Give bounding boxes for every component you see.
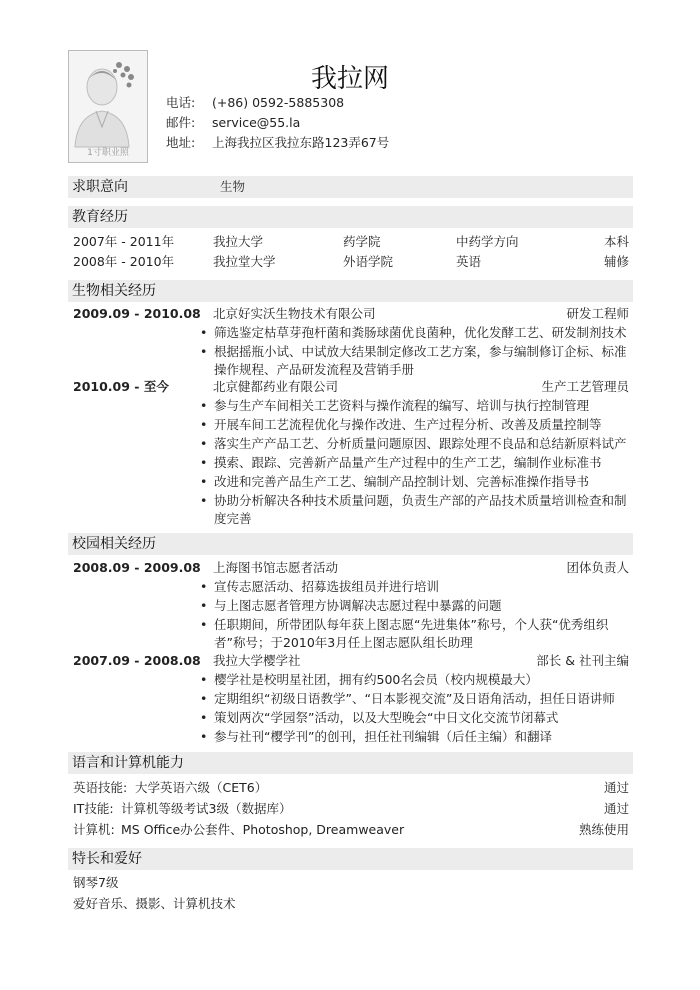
list-item: • 筛选鉴定枯草芽孢杆菌和粪肠球菌优良菌种，优化发酵工艺、研发制剂技术 <box>200 324 628 342</box>
list-item: • 参与社刊“樱学刊”的创刊，担任社刊编辑（后任主编）和翻译 <box>200 728 628 746</box>
edu-degree: 本科 <box>603 234 629 249</box>
contact-email <box>166 113 300 133</box>
list-item: • 樱学社是校明星社团，拥有约500名会员（校内规模最大） <box>200 671 628 689</box>
job-period: 2010.09 - 至今 <box>73 379 169 394</box>
list-item: • 落实生产产品工艺、分析质量问题原因、跟踪处理不良品和总结新原料试产 <box>200 435 628 453</box>
address-label: 地址: <box>166 135 196 150</box>
email-label: 邮件: <box>166 115 196 130</box>
skill-value: MS Office办公套件、Photoshop, Dreamweaver <box>121 822 405 837</box>
list-item: • 摸索、跟踪、完善新产品量产生产过程中的生产工艺，编制作业标准书 <box>200 454 628 472</box>
edu-period: 2007年 - 2011年 <box>73 234 175 249</box>
skill-row <box>73 821 629 839</box>
page-title: 我拉网 <box>310 64 389 94</box>
edu-college: 药学院 <box>343 234 381 249</box>
job-org: 北京好实沃生物技术有限公司 <box>213 306 376 321</box>
list-item: • 改进和完善产品生产工艺、编制产品控制计划、完善标准操作指导书 <box>200 473 628 491</box>
edu-major: 中药学方向 <box>456 234 519 249</box>
job-period: 2009.09 - 2010.08 <box>73 306 201 321</box>
job-role: 部长 & 社刊主编 <box>536 653 629 668</box>
contact-address <box>166 133 389 153</box>
section-hobbies: 特长和爱好 <box>68 848 633 870</box>
list-item: • 参与生产车间相关工艺资料与操作流程的编写、培训与执行控制管理 <box>200 397 628 415</box>
address-value: 上海我拉区我拉东路123弄67号 <box>212 135 390 150</box>
list-item: • 与上图志愿者管理方协调解决志愿过程中暴露的问题 <box>200 597 628 615</box>
skill-level: 通过 <box>603 801 629 816</box>
education-row <box>73 233 629 251</box>
job-header <box>73 305 629 323</box>
edu-school: 我拉堂大学 <box>213 254 276 269</box>
job-role: 团体负责人 <box>566 560 629 575</box>
job-header <box>73 652 629 670</box>
section-title: 求职意向 <box>72 179 128 195</box>
job-period: 2008.09 - 2009.08 <box>73 560 201 575</box>
job-org: 北京健都药业有限公司 <box>213 379 339 394</box>
list-item: • 开展车间工艺流程优化与操作改进、生产过程分析、改善及质量控制等 <box>200 416 628 434</box>
phone-value: (+86) 0592-5885308 <box>212 95 345 110</box>
edu-school: 我拉大学 <box>213 234 264 249</box>
objective-value: 生物 <box>220 179 246 194</box>
section-objective <box>68 176 633 198</box>
education-row <box>73 253 629 271</box>
phone-label: 电话: <box>166 95 196 110</box>
job-role: 研发工程师 <box>566 306 629 321</box>
edu-college: 外语学院 <box>343 254 394 269</box>
contact-phone <box>166 93 344 113</box>
list-item: • 定期组织“初级日语教学”、“日本影视交流”及日语角活动，担任日语讲师 <box>200 690 628 708</box>
edu-period: 2008年 - 2010年 <box>73 254 175 269</box>
section-skills: 语言和计算机能力 <box>68 752 633 774</box>
skill-label: 计算机: <box>73 822 115 837</box>
job-org: 我拉大学樱学社 <box>213 653 301 668</box>
list-item: • 协助分析解决各种技术质量问题，负责生产部的产品技术质量培训检查和制度完善 <box>200 492 628 528</box>
skill-value: 大学英语六级（CET6） <box>135 780 268 795</box>
skill-label: IT技能: <box>73 801 114 816</box>
skill-row <box>73 800 629 818</box>
job-duties <box>200 671 628 747</box>
hobby-item: 爱好音乐、摄影、计算机技术 <box>73 896 236 911</box>
job-role: 生产工艺管理员 <box>541 379 629 394</box>
skill-label: 英语技能: <box>73 780 128 795</box>
job-header <box>73 559 629 577</box>
job-duties <box>200 397 628 529</box>
hobby-item: 钢琴7级 <box>73 875 119 890</box>
job-org: 上海图书馆志愿者活动 <box>213 560 339 575</box>
edu-major: 英语 <box>456 254 482 269</box>
job-period: 2007.09 - 2008.08 <box>73 653 201 668</box>
list-item: • 宣传志愿活动、招募选拔组员并进行培训 <box>200 578 628 596</box>
email-value: service@55.la <box>212 115 301 130</box>
section-bio-experience: 生物相关经历 <box>68 280 633 302</box>
section-education: 教育经历 <box>68 206 633 228</box>
job-duties <box>200 324 628 380</box>
job-duties <box>200 578 628 653</box>
skill-level: 熟练使用 <box>578 822 629 837</box>
photo-label: 1寸职业照 <box>87 148 129 158</box>
skill-value: 计算机等级考试3级（数据库） <box>121 801 292 816</box>
list-item: • 任职期间，所带团队每年获上图志愿“先进集体”称号，个人获“优秀组织者”称号；于2010年3月任上图志愿队组长助理 <box>200 616 628 652</box>
list-item: • 策划两次“学园祭”活动，以及大型晚会“中日文化交流节闭幕式 <box>200 709 628 727</box>
list-item: • 根据摇瓶小试、中试放大结果制定修改工艺方案，参与编制修订企标、标准操作规程、产品研发流程及营销手册 <box>200 343 628 379</box>
section-campus-experience: 校园相关经历 <box>68 533 633 555</box>
skill-level: 通过 <box>603 780 629 795</box>
job-header <box>73 378 629 396</box>
edu-degree: 辅修 <box>603 254 629 269</box>
skill-row <box>73 779 629 797</box>
